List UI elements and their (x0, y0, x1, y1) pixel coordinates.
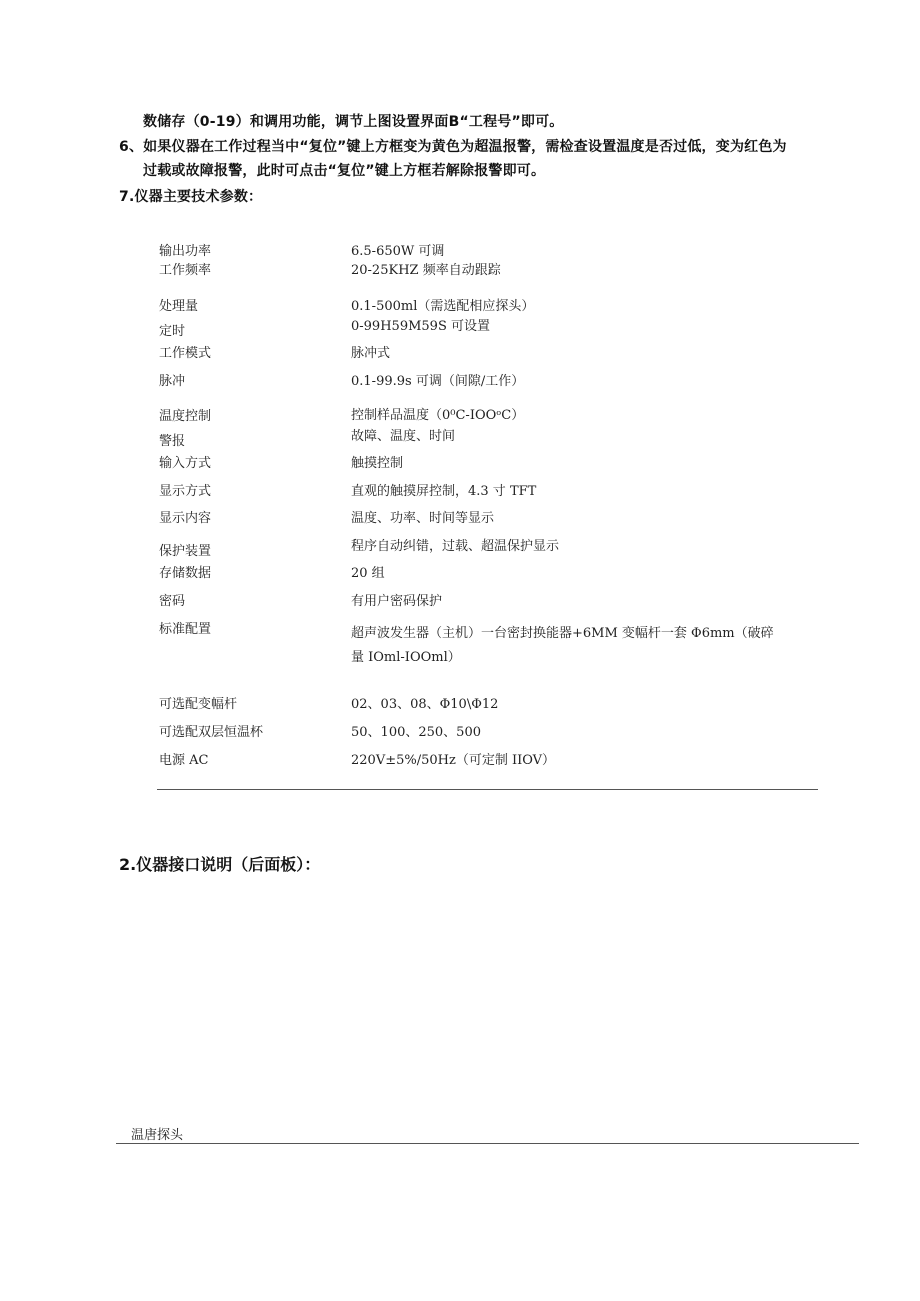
spec-label: 可选配双层恒温杯 (159, 725, 264, 740)
spec-label: 密码 (159, 594, 186, 609)
spec-value: 20-25KHZ 频率自动跟踪 (351, 263, 501, 278)
spec-value: 故障、温度、时间 (351, 429, 456, 444)
spec-label: 保护装置 (159, 544, 212, 559)
spec-label: 工作频率 (159, 263, 212, 278)
spec-label: 存储数据 (159, 566, 212, 581)
spec-value-continued: 量 IOml-IOOml） (351, 650, 461, 665)
item-6-line-2: 过载或故障报警，此时可点击“复位”键上方框若解除报警即可。 (143, 163, 546, 179)
spec-label: 温度控制 (159, 409, 212, 424)
spec-label: 输出功率 (159, 244, 212, 259)
spec-value: 脉冲式 (351, 346, 391, 361)
spec-value: 6.5-650W 可调 (351, 244, 445, 259)
spec-value: 0.1-500ml（需选配相应探头） (351, 299, 535, 314)
spec-label: 显示内容 (159, 511, 212, 526)
spec-value: 0-99H59M59S 可设置 (351, 319, 490, 334)
spec-value: 直观的触摸屏控制，4.3 寸 TFT (351, 484, 537, 499)
footer-rule (116, 1143, 859, 1144)
spec-value: 02、03、08、Φ10\Φ12 (351, 697, 499, 712)
section-7-title: 7.仪器主要技术参数： (119, 189, 263, 205)
spec-value: 20 组 (351, 566, 385, 581)
table-bottom-rule (157, 789, 818, 790)
spec-value: 220V±5%/50Hz（可定制 IIOV） (351, 753, 556, 768)
spec-label: 脉冲 (159, 374, 186, 389)
spec-value: 有用户密码保护 (351, 594, 443, 609)
spec-label: 定时 (159, 324, 186, 339)
spec-value: 程序自动纠错，过载、超温保护显示 (351, 539, 560, 554)
item-6-line-1: 6、如果仪器在工作过程当中“复位”键上方框变为黄色为超温报警，需检查设置温度是否过低，变为红色为 (119, 139, 787, 155)
spec-label: 显示方式 (159, 484, 212, 499)
spec-value: 0.1-99.9s 可调（间隙/工作） (351, 374, 525, 389)
spec-value: 控制样品温度（0⁰C-IOOᵒC） (351, 408, 525, 423)
spec-label: 可选配变幅杆 (159, 697, 238, 712)
spec-label: 处理量 (159, 299, 199, 314)
spec-label: 警报 (159, 434, 186, 449)
section-2-title: 2.仪器接口说明（后面板）： (119, 855, 321, 874)
spec-label: 工作模式 (159, 346, 212, 361)
spec-label: 标准配置 (159, 622, 212, 637)
spec-value: 50、100、250、500 (351, 725, 481, 740)
spec-value: 触摸控制 (351, 456, 404, 471)
footer-label: 温唐探头 (131, 1128, 184, 1143)
spec-label: 输入方式 (159, 456, 212, 471)
spec-label: 电源 AC (159, 753, 209, 768)
spec-value: 超声波发生器（主机）一台密封换能器+6MM 变幅杆一套 Φ6mm（破碎 (351, 626, 774, 641)
spec-value: 温度、功率、时间等显示 (351, 511, 495, 526)
intro-line-1: 数储存（0-19）和调用功能，调节上图设置界面B“工程号”即可。 (143, 114, 564, 130)
